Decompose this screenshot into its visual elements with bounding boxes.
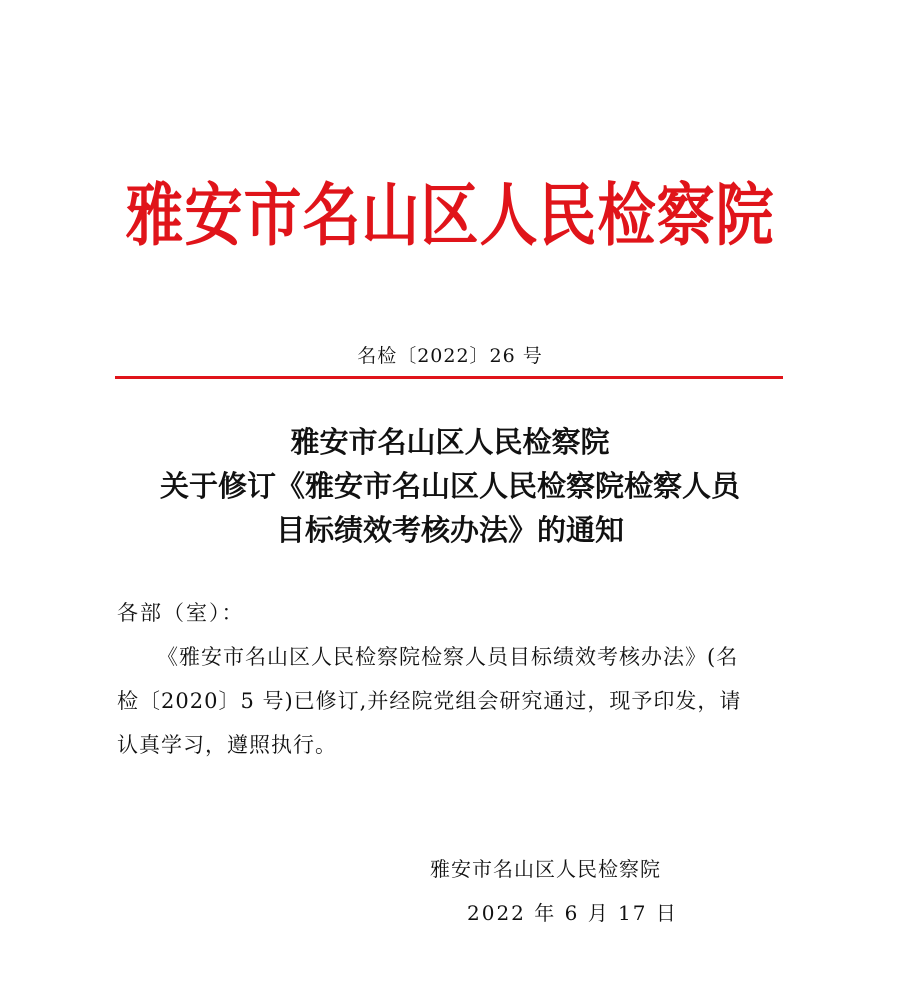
- salutation: 各部（室）：: [117, 601, 245, 625]
- notice-title-line-2: 关于修订《雅安市名山区人民检察院检察人员: [159, 469, 740, 503]
- document-header-title: 雅安市名山区人民检察院: [125, 175, 775, 256]
- notice-title-line-1: 雅安市名山区人民检察院: [290, 425, 610, 459]
- signature-date: 2022 年 6 月 17 日: [467, 901, 678, 925]
- body-text-line: 认真学习，遵照执行。: [117, 733, 337, 757]
- notice-title: [90, 420, 810, 552]
- body-text-line: 《雅安市名山区人民检察院检察人员目标绩效考核办法》(名: [157, 645, 739, 669]
- body-text-line: 检〔2020〕5 号)已修订,并经院党组会研究通过，现予印发，请: [117, 689, 742, 713]
- red-divider-line: [115, 376, 783, 379]
- notice-title-line-3: 目标绩效考核办法》的通知: [275, 513, 624, 547]
- document-number: 名检〔2022〕26 号: [357, 345, 543, 367]
- signature-issuer: 雅安市名山区人民检察院: [430, 857, 661, 881]
